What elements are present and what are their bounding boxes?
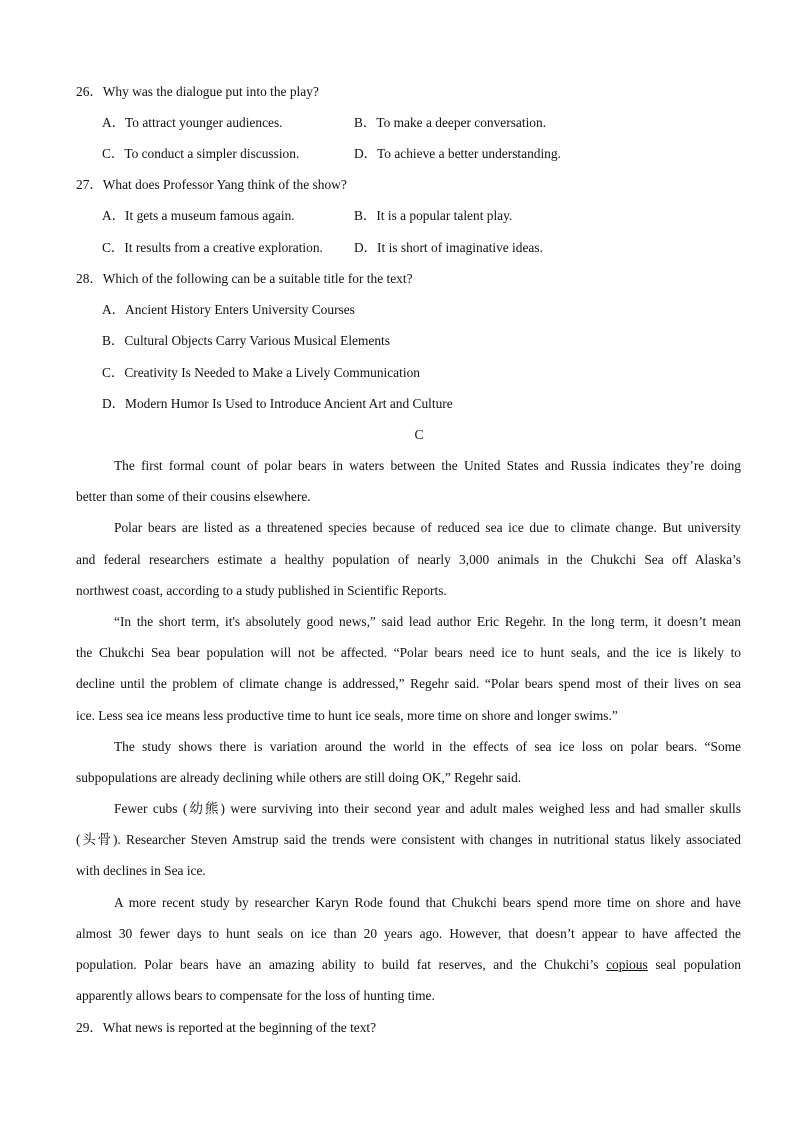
question-28-option-b: B．Cultural Objects Carry Various Musical Elements bbox=[102, 333, 390, 348]
question-27-stem: 27．What does Professor Yang think of the show? bbox=[76, 177, 347, 192]
passage-line: ice. Less sea ice means less productive time to hunt ice seals, more time on shore and longer swims.” bbox=[76, 707, 618, 723]
question-28-option-c: C．Creativity Is Needed to Make a Lively Communication bbox=[102, 365, 420, 380]
passage-line: Fewer cubs (幼熊) were surviving into their second year and adult males weighed less and had smaller skulls bbox=[114, 801, 741, 817]
question-26-option-d: D．To achieve a better understanding. bbox=[354, 146, 561, 161]
question-27-option-d: D．It is short of imaginative ideas. bbox=[354, 240, 543, 255]
passage-line: subpopulations are already declining while others are still doing OK,” Regehr said. bbox=[76, 769, 522, 785]
underlined-word: copious bbox=[606, 957, 648, 972]
question-29-stem: 29．What news is reported at the beginning of the text? bbox=[76, 1020, 377, 1035]
passage-line: the Chukchi Sea bear population will not be affected. “Polar bears need ice to hunt seals, and the ice is likely to bbox=[76, 645, 741, 661]
section-heading: C bbox=[414, 427, 424, 442]
passage-line: The first formal count of polar bears in waters between the United States and Russia indicates they’re doing bbox=[114, 458, 741, 473]
passage-line: better than some of their cousins elsewhere. bbox=[76, 489, 311, 505]
passage-line: Polar bears are listed as a threatened species because of reduced sea ice due to climate change. But university bbox=[114, 520, 741, 536]
passage-line: apparently allows bears to compensate for the loss of hunting time. bbox=[76, 988, 435, 1004]
question-27-option-a: A．It gets a museum famous again. bbox=[102, 208, 295, 223]
question-26-option-a: A．To attract younger audiences. bbox=[102, 115, 283, 130]
question-26-option-b: B．To make a deeper conversation. bbox=[354, 115, 547, 130]
question-28-stem: 28．Which of the following can be a suitable title for the text? bbox=[76, 271, 413, 286]
passage-text: population. Polar bears have an amazing ability to build fat reserves, and the Chukchi’s bbox=[76, 957, 599, 972]
question-27-option-b: B．It is a popular talent play. bbox=[354, 208, 513, 223]
question-28-option-d: D．Modern Humor Is Used to Introduce Ancient Art and Culture bbox=[102, 396, 453, 411]
passage-line: and federal researchers estimate a healthy population of nearly 3,000 animals in the Chukchi Sea off Alaska’s bbox=[76, 551, 741, 567]
passage-line: A more recent study by researcher Karyn Rode found that Chukchi bears spend more time on shore and have bbox=[114, 894, 741, 910]
passage-line: The study shows there is variation around the world in the effects of sea ice loss on polar bears. “Some bbox=[114, 738, 741, 754]
question-26-stem: 26．Why was the dialogue put into the play? bbox=[76, 84, 319, 99]
reading-passage bbox=[76, 458, 741, 1019]
passage-line-with-underline bbox=[76, 957, 741, 988]
passage-text: seal population bbox=[655, 957, 741, 972]
passage-line: northwest coast, according to a study published in Scientific Reports. bbox=[76, 582, 447, 598]
passage-line: almost 30 fewer days to hunt seals on ice than 20 years ago. However, that doesn’t appear to have affected the bbox=[76, 925, 741, 941]
question-27-option-c: C．It results from a creative exploration. bbox=[102, 240, 323, 255]
question-26-option-c: C．To conduct a simpler discussion. bbox=[102, 146, 300, 161]
passage-line: (头骨). Researcher Steven Amstrup said the trends were consistent with changes in nutritional status likely associated bbox=[76, 832, 741, 848]
passage-line: “In the short term, it's absolutely good news,” said lead author Eric Regehr. In the long term, it doesn’t mean bbox=[114, 613, 741, 629]
passage-line: with declines in Sea ice. bbox=[76, 863, 206, 879]
passage-line: decline until the problem of climate change is addressed,” Regehr said. “Polar bears spend most of their lives on sea bbox=[76, 676, 741, 692]
question-28-option-a: A．Ancient History Enters University Courses bbox=[102, 302, 355, 317]
